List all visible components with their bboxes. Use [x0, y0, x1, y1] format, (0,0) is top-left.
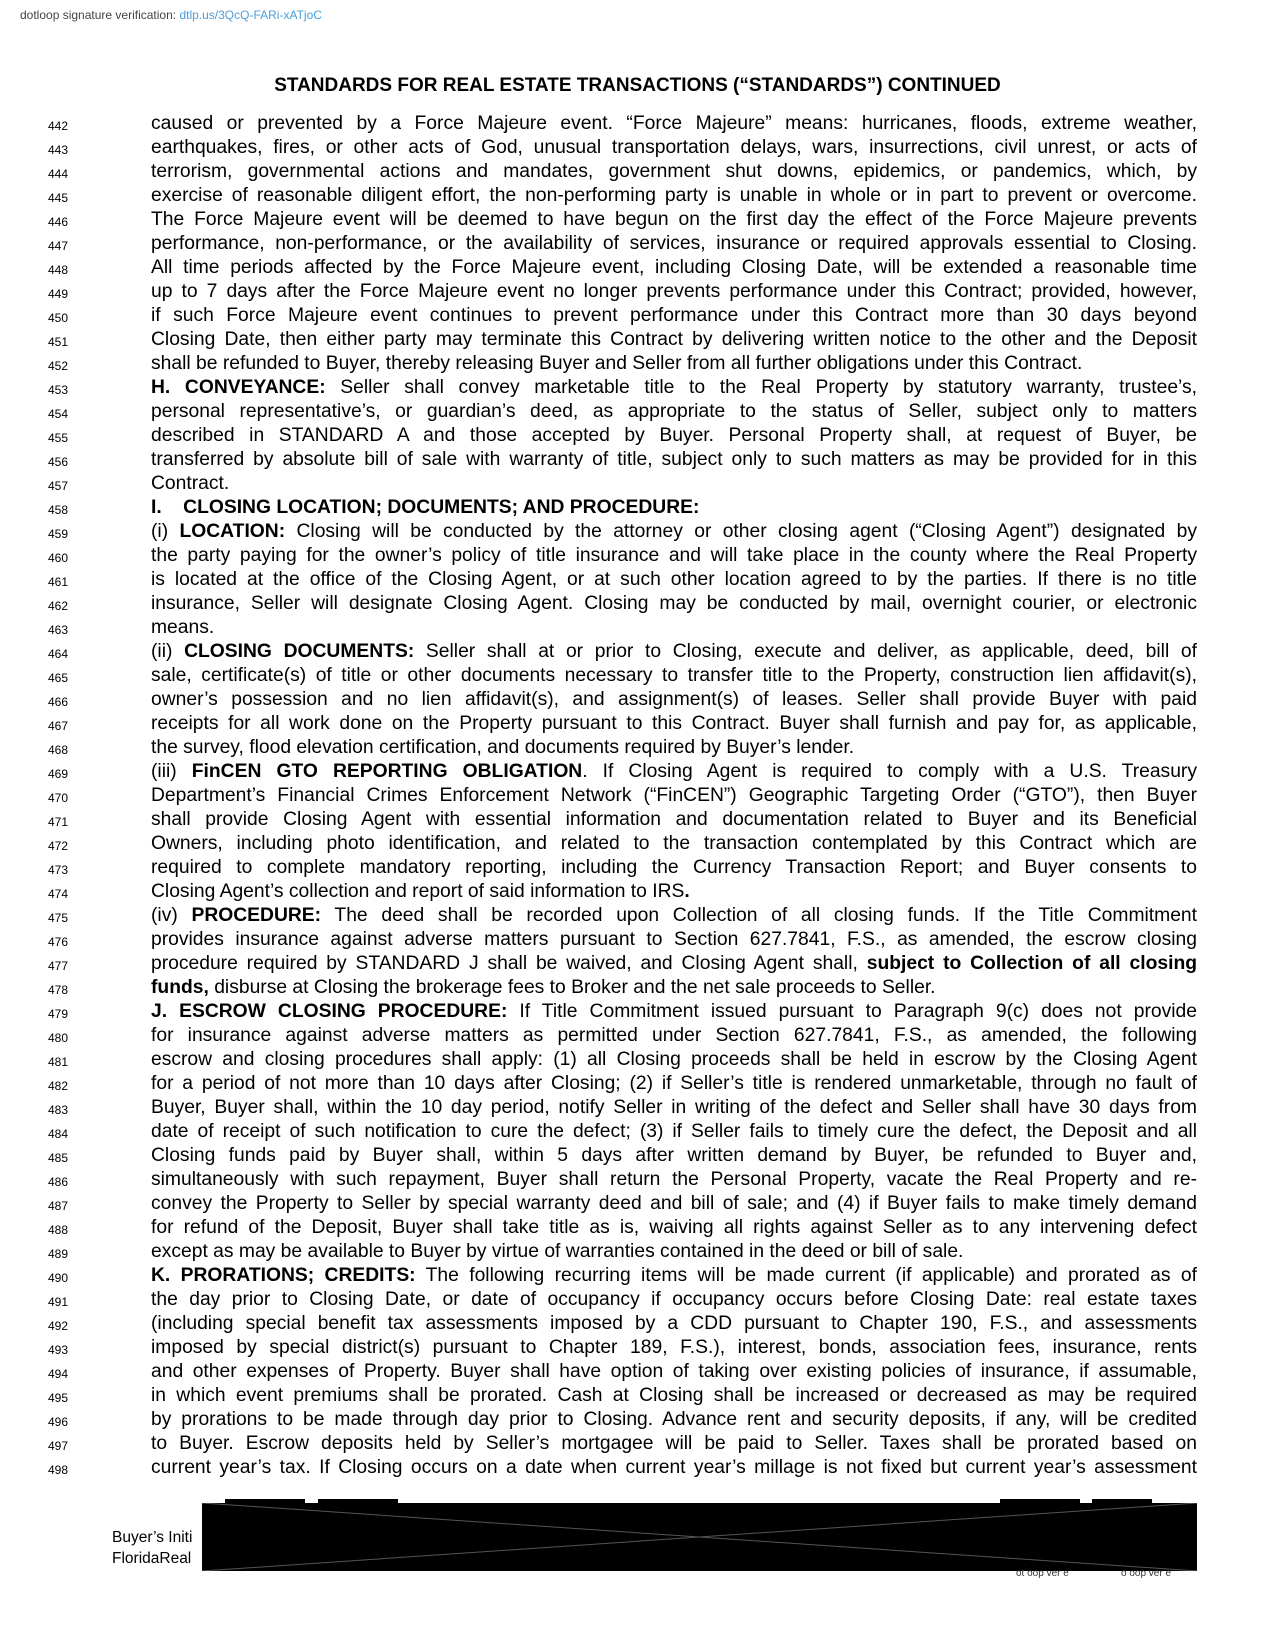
line-text	[151, 1096, 1197, 1120]
text-segment: performance, non-performance, or the availability of services, insurance or required approvals essential to Closing.	[151, 233, 1197, 254]
line-number: 449	[48, 287, 69, 301]
text-segment: If Title Commitment issued pursuant to Paragraph 9(c) does not provide	[507, 1001, 1197, 1022]
bold-text: H. CONVEYANCE:	[151, 377, 326, 398]
text-segment: simultaneously with such repayment, Buyer shall return the Personal Property, vacate the Real Property and re-	[151, 1169, 1197, 1190]
line-text	[151, 832, 1197, 856]
line-number: 444	[48, 167, 69, 181]
text-line	[0, 544, 1275, 568]
line-number: 497	[48, 1439, 69, 1453]
line-number: 442	[48, 119, 69, 133]
line-text	[151, 688, 1197, 712]
text-segment: Closing funds paid by Buyer shall, within 5 days after written demand by Buyer, be refunded to Buyer and,	[151, 1145, 1197, 1166]
document-body	[0, 112, 1275, 1480]
line-number: 496	[48, 1415, 69, 1429]
text-line	[0, 280, 1275, 304]
line-number: 463	[48, 623, 69, 637]
line-number: 481	[48, 1055, 69, 1069]
text-segment: insurance, Seller will designate Closing Agent. Closing may be conducted by mail, overnight courier, or electronic	[151, 593, 1197, 614]
text-line	[0, 736, 1275, 760]
text-segment: Buyer, Buyer shall, within the 10 day period, notify Seller in writing of the defect and Seller shall have 30 days from	[151, 1097, 1197, 1118]
line-number: 488	[48, 1223, 69, 1237]
text-segment: (i)	[151, 521, 180, 542]
text-line	[0, 232, 1275, 256]
line-text	[151, 160, 1197, 184]
text-line	[0, 1264, 1275, 1288]
line-text	[151, 112, 1197, 136]
line-text	[151, 784, 1197, 808]
line-text	[151, 736, 1197, 760]
line-number: 452	[48, 359, 69, 373]
line-number: 477	[48, 959, 69, 973]
dotloop-stamp: o oop ver e	[1121, 1568, 1172, 1579]
text-segment: (iv)	[151, 905, 192, 926]
line-number: 453	[48, 383, 69, 397]
text-line	[0, 664, 1275, 688]
line-text	[151, 1264, 1197, 1288]
bold-text: PROCEDURE:	[191, 905, 322, 926]
text-segment: the day prior to Closing Date, or date of occupancy if occupancy occurs before Closing Date: real estate taxes	[151, 1289, 1197, 1310]
text-segment: Contract.	[151, 473, 230, 494]
line-text	[151, 496, 1197, 520]
line-text	[151, 256, 1197, 280]
text-line	[0, 952, 1275, 976]
text-segment: Owners, including photo identification, and related to the transaction contemplated by this Contract which are	[151, 833, 1197, 854]
line-number: 457	[48, 479, 69, 493]
text-line	[0, 1168, 1275, 1192]
line-text	[151, 1000, 1197, 1024]
text-line	[0, 1072, 1275, 1096]
line-number: 451	[48, 335, 69, 349]
line-text	[151, 568, 1197, 592]
text-line	[0, 184, 1275, 208]
text-segment: in which event premiums shall be prorated. Cash at Closing shall be increased or decreased as may be required	[151, 1385, 1197, 1406]
text-line	[0, 832, 1275, 856]
line-text	[151, 1144, 1197, 1168]
text-line	[0, 856, 1275, 880]
line-text	[151, 760, 1197, 784]
line-text	[151, 712, 1197, 736]
line-number: 450	[48, 311, 69, 325]
line-text	[151, 856, 1197, 880]
text-line	[0, 1240, 1275, 1264]
text-line	[0, 328, 1275, 352]
text-segment: by prorations to be made through day prior to Closing. Advance rent and security deposits, if any, will be credited	[151, 1409, 1197, 1430]
text-line	[0, 1216, 1275, 1240]
text-segment: disburse at Closing the brokerage fees to Broker and the net sale proceeds to Seller.	[208, 977, 936, 998]
text-segment: for a period of not more than 10 days after Closing; (2) if Seller’s title is rendered unmarketable, through no fault of	[151, 1073, 1197, 1094]
line-text	[151, 424, 1197, 448]
text-line	[0, 928, 1275, 952]
signature-verification	[20, 8, 322, 22]
line-text	[151, 1120, 1197, 1144]
text-line	[0, 160, 1275, 184]
text-segment: Closing will be conducted by the attorney or other closing agent (“Closing Agent”) designated by	[285, 521, 1197, 542]
line-text	[151, 304, 1197, 328]
line-number: 484	[48, 1127, 69, 1141]
text-line	[0, 1192, 1275, 1216]
line-text	[151, 208, 1197, 232]
line-text	[151, 592, 1197, 616]
text-line	[0, 808, 1275, 832]
text-line	[0, 904, 1275, 928]
text-line	[0, 1408, 1275, 1432]
text-segment: Seller shall convey marketable title to the Real Property by statutory warranty, trustee’s,	[325, 377, 1197, 398]
text-segment: Seller shall at or prior to Closing, execute and deliver, as applicable, deed, bill of	[414, 641, 1197, 662]
line-number: 443	[48, 143, 69, 157]
text-line	[0, 472, 1275, 496]
line-text	[151, 400, 1197, 424]
text-segment: (iii)	[151, 761, 192, 782]
bold-text: CLOSING DOCUMENTS:	[184, 641, 415, 662]
text-segment: exercise of reasonable diligent effort, the non-performing party is unable in whole or in part to prevent or overcome.	[151, 185, 1197, 206]
text-line	[0, 376, 1275, 400]
text-segment: required to complete mandatory reporting, including the Currency Transaction Report; and Buyer consents to	[151, 857, 1197, 878]
text-line	[0, 112, 1275, 136]
text-segment: (including special benefit tax assessments imposed by a CDD pursuant to Chapter 190, F.S., and assessments	[151, 1313, 1197, 1334]
line-number: 458	[48, 503, 69, 517]
line-number: 471	[48, 815, 69, 829]
bold-text: I. CLOSING LOCATION; DOCUMENTS; AND PROCEDURE:	[151, 497, 700, 518]
text-line	[0, 592, 1275, 616]
line-text	[151, 352, 1197, 376]
line-text	[151, 1288, 1197, 1312]
text-line	[0, 448, 1275, 472]
line-number: 462	[48, 599, 69, 613]
line-number: 485	[48, 1151, 69, 1165]
text-line	[0, 640, 1275, 664]
line-number: 478	[48, 983, 69, 997]
text-segment: . If Closing Agent is required to comply with a U.S. Treasury	[582, 761, 1197, 782]
line-text	[151, 1312, 1197, 1336]
line-number: 474	[48, 887, 69, 901]
text-segment: sale, certificate(s) of title or other documents necessary to transfer title to the Property, construction lien affidavit(s),	[151, 665, 1197, 686]
text-segment: up to 7 days after the Force Majeure event no longer prevents performance under this Contract; provided, however,	[151, 281, 1197, 302]
text-line	[0, 712, 1275, 736]
line-text	[151, 520, 1197, 544]
text-line	[0, 520, 1275, 544]
line-number: 459	[48, 527, 69, 541]
line-text	[151, 1168, 1197, 1192]
line-text	[151, 928, 1197, 952]
line-number: 483	[48, 1103, 69, 1117]
bold-text: FinCEN GTO REPORTING OBLIGATION	[191, 761, 583, 782]
line-text	[151, 1336, 1197, 1360]
line-text	[151, 1192, 1197, 1216]
line-number: 454	[48, 407, 69, 421]
line-text	[151, 1048, 1197, 1072]
text-segment: procedure required by STANDARD J shall be waived, and Closing Agent shall,	[151, 953, 867, 974]
text-line	[0, 1336, 1275, 1360]
text-line	[0, 1120, 1275, 1144]
line-number: 489	[48, 1247, 69, 1261]
buyer-initials-label: Buyer’s Initi	[112, 1529, 193, 1546]
text-line	[0, 1384, 1275, 1408]
text-line	[0, 1144, 1275, 1168]
verification-link[interactable]: dtlp.us/3QcQ-FARi-xATjoC	[179, 8, 322, 22]
text-segment: the survey, flood elevation certification, and documents required by Buyer’s lender.	[151, 737, 855, 758]
text-segment: to Buyer. Escrow deposits held by Seller’s mortgagee will be paid to Seller. Taxes shall be prorated based on	[151, 1433, 1197, 1454]
line-text	[151, 616, 1197, 640]
text-segment: The deed shall be recorded upon Collection of all closing funds. If the Title Commitment	[321, 905, 1198, 926]
line-number: 482	[48, 1079, 69, 1093]
line-text	[151, 448, 1197, 472]
line-text	[151, 976, 1197, 1000]
text-segment: owner’s possession and no lien affidavit(s), and assignment(s) of leases. Seller shall provide Buyer with paid	[151, 689, 1197, 710]
line-number: 493	[48, 1343, 69, 1357]
line-text	[151, 904, 1197, 928]
line-text	[151, 1024, 1197, 1048]
text-line	[0, 352, 1275, 376]
text-segment: personal representative’s, or guardian’s deed, as appropriate to the status of Seller, subject only to matters	[151, 401, 1197, 422]
form-name-label: FloridaReal	[112, 1550, 192, 1567]
line-number: 466	[48, 695, 69, 709]
line-number: 445	[48, 191, 69, 205]
text-segment: described in STANDARD A and those accepted by Buyer. Personal Property shall, at request of Buyer, be	[151, 425, 1197, 446]
text-line	[0, 976, 1275, 1000]
line-text	[151, 1384, 1197, 1408]
page-title: STANDARDS FOR REAL ESTATE TRANSACTIONS (“STANDARDS”) CONTINUED	[274, 75, 1001, 96]
line-text	[151, 376, 1197, 400]
text-line	[0, 880, 1275, 904]
text-segment: means.	[151, 617, 215, 638]
text-line	[0, 1456, 1275, 1480]
text-segment: shall be refunded to Buyer, thereby releasing Buyer and Seller from all further obligations under this Contract.	[151, 353, 1083, 374]
line-number: 475	[48, 911, 69, 925]
line-number: 448	[48, 263, 69, 277]
line-number: 486	[48, 1175, 69, 1189]
line-number: 469	[48, 767, 69, 781]
text-segment: shall provide Closing Agent with essential information and documentation related to Buyer and its Beneficial	[151, 809, 1197, 830]
text-line	[0, 688, 1275, 712]
bold-text: K. PRORATIONS; CREDITS:	[151, 1265, 416, 1286]
text-segment: terrorism, governmental actions and mandates, government shut downs, epidemics, or pandemics, which, by	[151, 161, 1197, 182]
line-text	[151, 184, 1197, 208]
text-segment: convey the Property to Seller by special warranty deed and bill of sale; and (4) if Buyer fails to make timely demand	[151, 1193, 1197, 1214]
text-line	[0, 208, 1275, 232]
text-segment: All time periods affected by the Force Majeure event, including Closing Date, will be extended a reasonable time	[151, 257, 1197, 278]
line-number: 464	[48, 647, 69, 661]
text-line	[0, 568, 1275, 592]
text-line	[0, 424, 1275, 448]
line-number: 487	[48, 1199, 69, 1213]
text-segment: caused or prevented by a Force Majeure event. “Force Majeure” means: hurricanes, floods, extreme weather,	[151, 113, 1197, 134]
line-text	[151, 328, 1197, 352]
line-text	[151, 1456, 1197, 1480]
line-number: 491	[48, 1295, 69, 1309]
line-number: 494	[48, 1367, 69, 1381]
line-text	[151, 1360, 1197, 1384]
line-number: 476	[48, 935, 69, 949]
line-text	[151, 544, 1197, 568]
line-text	[151, 232, 1197, 256]
text-line	[0, 496, 1275, 520]
line-number: 473	[48, 863, 69, 877]
line-number: 447	[48, 239, 69, 253]
text-line	[0, 1048, 1275, 1072]
text-segment: transferred by absolute bill of sale with warranty of title, subject only to such matters as may be provided for in this	[151, 449, 1197, 470]
text-line	[0, 304, 1275, 328]
text-segment: for refund of the Deposit, Buyer shall take title as is, waiving all rights against Seller as to any intervening defect	[151, 1217, 1197, 1238]
line-text	[151, 136, 1197, 160]
redaction-box	[202, 1503, 1197, 1571]
text-line	[0, 1432, 1275, 1456]
text-segment: provides insurance against adverse matters pursuant to Section 627.7841, F.S., as amended, the escrow closing	[151, 929, 1197, 950]
text-line	[0, 1024, 1275, 1048]
text-line	[0, 784, 1275, 808]
text-segment: if such Force Majeure event continues to prevent performance under this Contract more than 30 days beyond	[151, 305, 1197, 326]
text-segment: and other expenses of Property. Buyer shall have option of taking over existing policies of insurance, if assumable,	[151, 1361, 1197, 1382]
bold-text: LOCATION:	[179, 521, 286, 542]
line-number: 468	[48, 743, 69, 757]
line-number: 472	[48, 839, 69, 853]
bold-text: J. ESCROW CLOSING PROCEDURE:	[151, 1001, 508, 1022]
line-text	[151, 1408, 1197, 1432]
line-number: 461	[48, 575, 69, 589]
verification-label: dotloop signature verification:	[20, 8, 177, 22]
line-number: 467	[48, 719, 69, 733]
line-text	[151, 1240, 1197, 1264]
line-text	[151, 472, 1197, 496]
line-text	[151, 1072, 1197, 1096]
text-segment: Closing Agent’s collection and report of said information to IRS	[151, 881, 685, 902]
text-segment: for insurance against adverse matters as permitted under Section 627.7841, F.S., as amended, the following	[151, 1025, 1197, 1046]
dotloop-stamp: ot oop ver e	[1016, 1568, 1069, 1579]
text-segment: is located at the office of the Closing Agent, or at such other location agreed to by the parties. If there is no title	[151, 569, 1197, 590]
line-text	[151, 280, 1197, 304]
text-line	[0, 1096, 1275, 1120]
text-segment: The Force Majeure event will be deemed to have begun on the first day the effect of the Force Majeure prevents	[151, 209, 1197, 230]
line-text	[151, 664, 1197, 688]
text-segment: receipts for all work done on the Property pursuant to this Contract. Buyer shall furnish and pay for, as applicable,	[151, 713, 1197, 734]
line-number: 465	[48, 671, 69, 685]
line-text	[151, 640, 1197, 664]
text-segment: escrow and closing procedures shall apply: (1) all Closing proceeds shall be held in escrow by the Closing Agent	[151, 1049, 1197, 1070]
bold-text: .	[684, 881, 690, 902]
bold-text: subject to Collection of all closing	[866, 953, 1198, 974]
line-number: 490	[48, 1271, 69, 1285]
text-line	[0, 1288, 1275, 1312]
text-segment: (ii)	[151, 641, 185, 662]
line-number: 460	[48, 551, 69, 565]
text-line	[0, 136, 1275, 160]
line-number: 492	[48, 1319, 69, 1333]
line-text	[151, 880, 1197, 904]
line-text	[151, 1432, 1197, 1456]
line-text	[151, 808, 1197, 832]
line-text	[151, 952, 1197, 976]
line-number: 455	[48, 431, 69, 445]
bold-text: funds,	[151, 977, 209, 998]
text-segment: Department’s Financial Crimes Enforcement Network (“FinCEN”) Geographic Targeting Order (“GTO”), then Buyer	[151, 785, 1197, 806]
line-number: 495	[48, 1391, 69, 1405]
text-segment: The following recurring items will be made current (if applicable) and prorated as of	[415, 1265, 1197, 1286]
text-segment: date of receipt of such notification to cure the defect; (3) if Seller fails to timely cure the defect, the Deposit and all	[151, 1121, 1197, 1142]
text-segment: current year’s tax. If Closing occurs on a date when current year’s millage is not fixed but current year’s assessment	[151, 1457, 1197, 1478]
line-number: 479	[48, 1007, 69, 1021]
line-number: 480	[48, 1031, 69, 1045]
text-line	[0, 1360, 1275, 1384]
text-segment: imposed by special district(s) pursuant to Chapter 189, F.S.), interest, bonds, association fees, insurance, rents	[151, 1337, 1197, 1358]
text-line	[0, 1000, 1275, 1024]
text-segment: except as may be available to Buyer by virtue of warranties contained in the deed or bill of sale.	[151, 1241, 964, 1262]
line-number: 470	[48, 791, 69, 805]
text-line	[0, 400, 1275, 424]
text-segment: the party paying for the owner’s policy of title insurance and will take place in the county where the Real Property	[151, 545, 1197, 566]
text-segment: earthquakes, fires, or other acts of God, unusual transportation delays, wars, insurrections, civil unrest, or acts of	[151, 137, 1197, 158]
text-line	[0, 760, 1275, 784]
text-line	[0, 616, 1275, 640]
line-number: 456	[48, 455, 69, 469]
line-number: 446	[48, 215, 69, 229]
line-number: 498	[48, 1463, 69, 1477]
line-text	[151, 1216, 1197, 1240]
text-line	[0, 256, 1275, 280]
text-segment: Closing Date, then either party may terminate this Contract by delivering written notice to the other and the Deposit	[151, 329, 1197, 350]
text-line	[0, 1312, 1275, 1336]
